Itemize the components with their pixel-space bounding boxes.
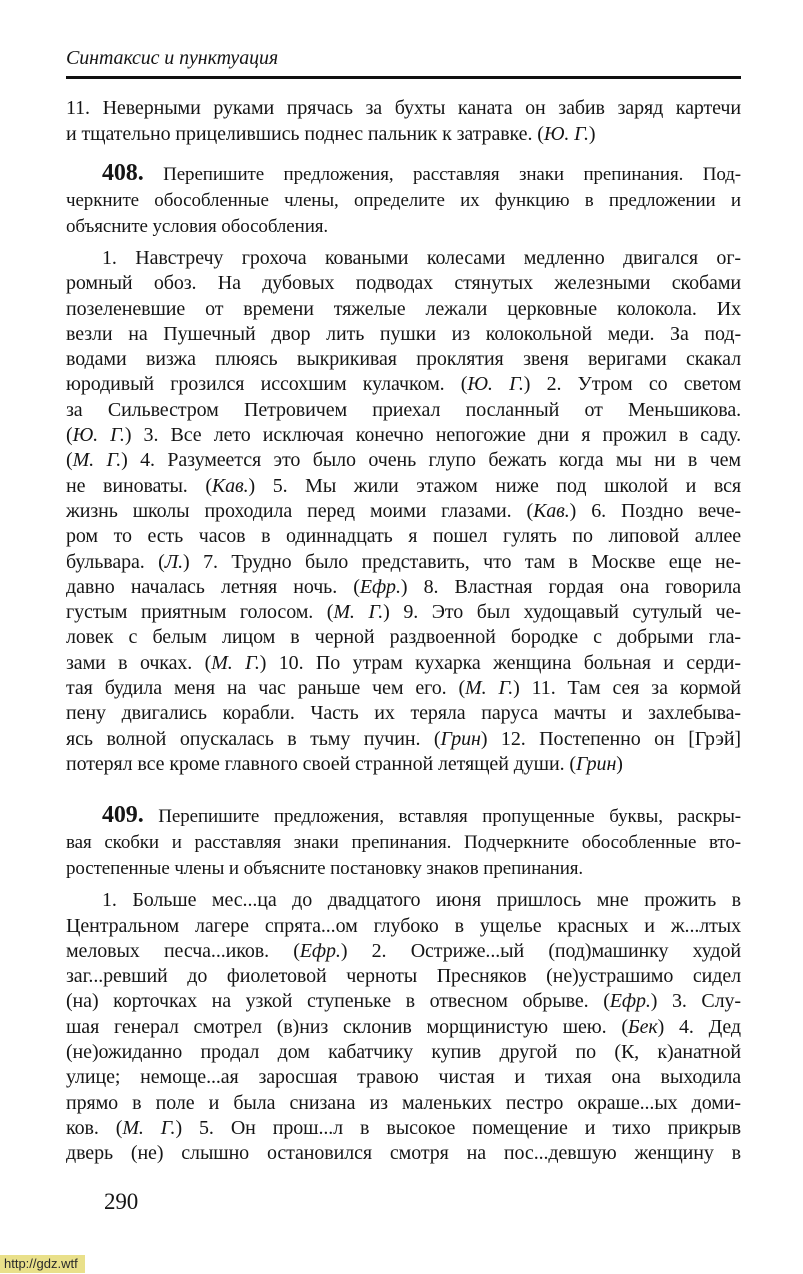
text-line: ростепенные члены и объясните постановку знаков препинания. bbox=[66, 858, 584, 880]
text-line: жизнь школы проходила перед моими глазами. (Кав.) 6. Поздно вече- bbox=[66, 499, 741, 522]
text-line: густым приятным голосом. (М. Г.) 9. Это был худощавый сутулый че- bbox=[66, 601, 741, 624]
exercise-408-instructions bbox=[66, 161, 741, 240]
text-line: за Сильвестром Петровичем приехал посланный от Меньшикова. bbox=[66, 398, 741, 421]
text-line: (на) корточках на узкой ступеньке в отвесном обрыве. (Ефр.) 3. Слу- bbox=[66, 990, 741, 1013]
sentence-11-continued-paragraph bbox=[66, 95, 741, 147]
header-rule bbox=[66, 76, 741, 79]
text-line: давно началась летняя ночь. (Ефр.) 8. Властная гордая она говорила bbox=[66, 575, 741, 598]
text-line: ловек с белым лицом в черной раздвоенной бородке с добрыми гла- bbox=[66, 626, 741, 649]
text-line: дверь (не) слышно остановился смотря на пос...девшую женщину в bbox=[66, 1142, 741, 1165]
text-line: шая генерал смотрел (в)низ склонив морщинистую шею. (Бек) 4. Дед bbox=[66, 1015, 741, 1038]
text-line: прямо в поле и была снизана из маленьких пестро окраше...ых доми- bbox=[66, 1091, 741, 1114]
text-line: ков. (М. Г.) 5. Он прош...л в высокое помещение и тихо прикрыв bbox=[66, 1116, 741, 1139]
text-line: позеленевшие от времени тяжелые лежали церковные колокола. Их bbox=[66, 297, 741, 320]
text-line: (М. Г.) 4. Разумеется это было очень глупо бежать когда мы ни в чем bbox=[66, 449, 741, 472]
text-line: 1. Больше мес...ца до двадцатого июня пришлось мне прожить в bbox=[102, 889, 741, 912]
text-line: ром то есть часов в одиннадцать я пошел гулять по липовой аллее bbox=[66, 525, 741, 548]
exercise-409-instructions bbox=[66, 803, 741, 882]
text-line: 408. Перепишите предложения, расставляя знаки препинания. Под- bbox=[102, 160, 741, 186]
text-line: потерял все кроме главного своей странной летящей души. (Грин) bbox=[66, 752, 623, 775]
text-line: и тщательно прицелившись поднес пальник к затравке. (Ю. Г.) bbox=[66, 123, 596, 145]
text-line: черкните обособленные члены, определите их функцию в предложении и bbox=[66, 190, 741, 211]
running-head: Синтаксис и пунктуация bbox=[66, 47, 279, 69]
exercise-408-sentences bbox=[66, 246, 741, 777]
text-line: везли на Пушечный двор лить пушки из колокольной меди. За под- bbox=[66, 322, 741, 345]
text-line: зами в очках. (М. Г.) 10. По утрам кухарка женщина больная и серди- bbox=[66, 651, 741, 674]
text-line: тая будила меня на час раньше чем его. (М. Г.) 11. Там сея за кормой bbox=[66, 677, 741, 700]
text-line: не виноваты. (Кав.) 5. Мы жили этажом ниже под школой и вся bbox=[66, 474, 741, 497]
text-line: объясните условия обособления. bbox=[66, 216, 329, 237]
text-line: Центральном лагере спрята...ом глубоко в ущелье красных и ж...лтых bbox=[66, 914, 741, 937]
text-line: вая скобки и расставляя знаки препинания. Подчеркните обособленные вто- bbox=[66, 832, 741, 854]
text-line: (Ю. Г.) 3. Все лето исключая конечно непогожие дни я прожил в саду. bbox=[66, 424, 741, 447]
text-line: юродивый грозился иссохшим кулачком. (Ю. Г.) 2. Утром со светом bbox=[66, 373, 741, 396]
text-line: меловых песча...иков. (Ефр.) 2. Остриже...ый (под)машинку худой bbox=[66, 939, 741, 962]
text-line: водами визжа плюясь выкрикивая проклятия звеня веригами скакал bbox=[66, 348, 741, 371]
exercise-409-sentences bbox=[66, 888, 741, 1166]
page-number: 290 bbox=[104, 1188, 139, 1214]
text-line: бульвара. (Л.) 7. Трудно было представить, что там в Москве еще не- bbox=[66, 550, 741, 573]
text-line: ромный обоз. На дубовых подводах стянутых железными скобами bbox=[66, 272, 741, 295]
text-line: улице; немоще...ая заросшая травою чистая и тихая она выходила bbox=[66, 1066, 741, 1089]
watermark-url: http://gdz.wtf bbox=[0, 1255, 85, 1273]
text-line: ясь волной опускалась в тьму пучин. (Грин) 12. Постепенно он [Грэй] bbox=[66, 727, 741, 750]
text-line: пену двигались корабли. Часть их теряла паруса мачты и захлебыва- bbox=[66, 702, 741, 725]
text-line: 11. Неверными руками прячась за бухты каната он забив заряд картечи bbox=[66, 97, 741, 119]
text-line: 1. Навстречу грохоча коваными колесами медленно двигался ог- bbox=[102, 247, 741, 269]
text-line: (не)ожиданно продал дом кабатчику купив другой по (К, к)анатной bbox=[66, 1041, 741, 1064]
text-line: 409. Перепишите предложения, вставляя пропущенные буквы, раскры- bbox=[102, 802, 741, 829]
text-line: заг...ревший до фиолетовой черноты Пресняков (не)устрашимо сидел bbox=[66, 965, 741, 988]
